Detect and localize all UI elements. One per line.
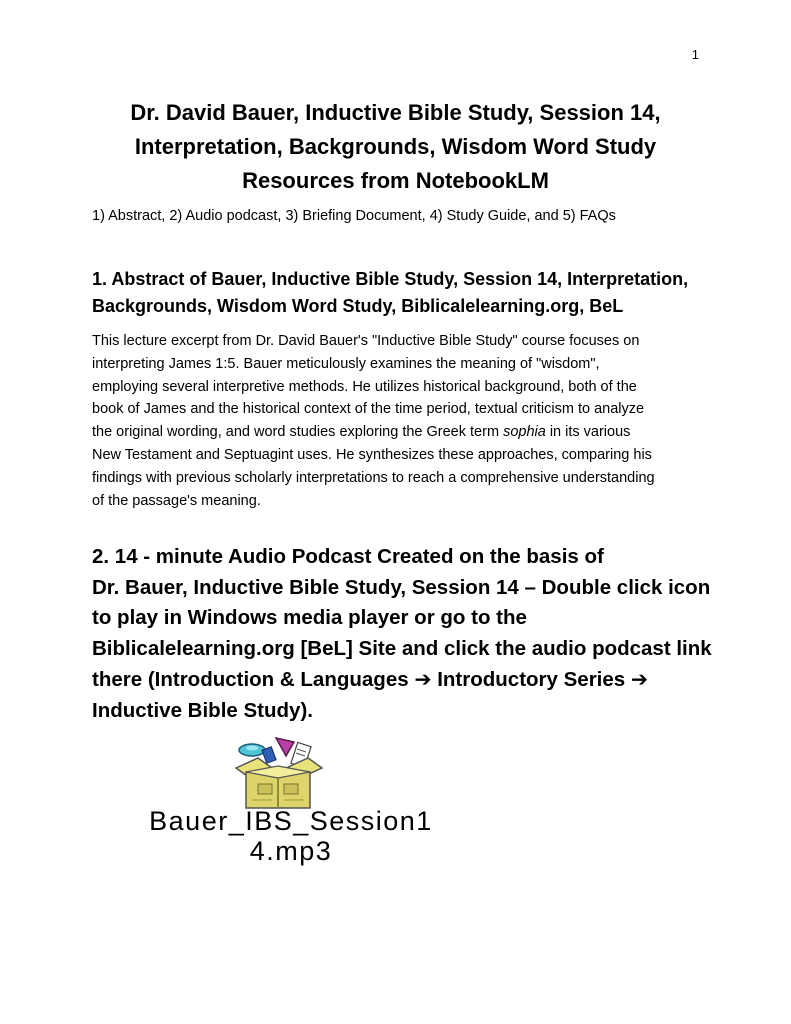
resources-list: 1) Abstract, 2) Audio podcast, 3) Briefing Document, 4) Study Guide, and 5) FAQs — [92, 208, 616, 224]
abstract-line: This lecture excerpt from Dr. David Bauer's "Inductive Bible Study" course focuses on — [92, 333, 640, 349]
abstract-heading-line-2: Backgrounds, Wisdom Word Study, Biblicalelearning.org, BeL — [92, 296, 624, 316]
podcast-heading-line: Inductive Bible Study). — [92, 698, 313, 722]
greek-term-sophia: sophia — [503, 424, 546, 441]
podcast-heading-line: Biblicalelearning.org [BeL] Site and click the audio podcast link — [92, 636, 712, 660]
abstract-text-run: in its various — [545, 424, 631, 441]
title-line-1: Dr. David Bauer, Inductive Bible Study, Session 14, — [130, 100, 661, 125]
podcast-heading-line — [92, 664, 712, 696]
podcast-heading-line: Dr. Bauer, Inductive Bible Study, Session 14 – Double click icon — [92, 575, 711, 599]
podcast-text-run: there (Introduction & Languages — [92, 668, 415, 691]
arrow-right-icon: ➔ — [630, 667, 649, 691]
podcast-text-run: Introductory Series — [431, 668, 631, 691]
abstract-line: interpreting James 1:5. Bauer meticulously examines the meaning of "wisdom", — [92, 355, 600, 372]
page-number: 1 — [691, 47, 699, 62]
abstract-line: employing several interpretive methods. He utilizes historical background, both of the — [92, 378, 637, 395]
package-icon[interactable] — [228, 734, 328, 812]
abstract-line: New Testament and Septuagint uses. He synthesizes these approaches, comparing his — [92, 446, 652, 463]
abstract-paragraph — [92, 330, 704, 512]
abstract-heading — [92, 266, 712, 320]
podcast-heading-line: 2. 14 - minute Audio Podcast Created on the basis of — [92, 545, 604, 568]
audio-file-link[interactable] — [96, 806, 486, 866]
document-title — [80, 96, 711, 198]
podcast-heading-line: to play in Windows media player or go to the — [92, 606, 527, 629]
audio-file-name-line-1: Bauer_IBS_Session1 — [149, 806, 433, 836]
abstract-text-run: the original wording, and word studies exploring the Greek term — [92, 424, 504, 441]
abstract-line: of the passage's meaning. — [92, 492, 261, 509]
abstract-line — [92, 421, 704, 444]
title-line-2: Interpretation, Backgrounds, Wisdom Word Study — [134, 134, 657, 159]
arrow-right-icon: ➔ — [414, 667, 432, 691]
abstract-line: findings with previous scholarly interpretations to reach a comprehensive understanding — [92, 469, 655, 486]
title-line-3: Resources from NotebookLM — [242, 168, 549, 193]
audio-file-name-line-2: 4.mp3 — [249, 836, 333, 866]
podcast-heading — [92, 542, 712, 726]
abstract-heading-line-1: 1. Abstract of Bauer, Inductive Bible Study, Session 14, Interpretation, — [92, 269, 689, 289]
abstract-line: book of James and the historical context of the time period, textual criticism to analyze — [92, 401, 645, 418]
